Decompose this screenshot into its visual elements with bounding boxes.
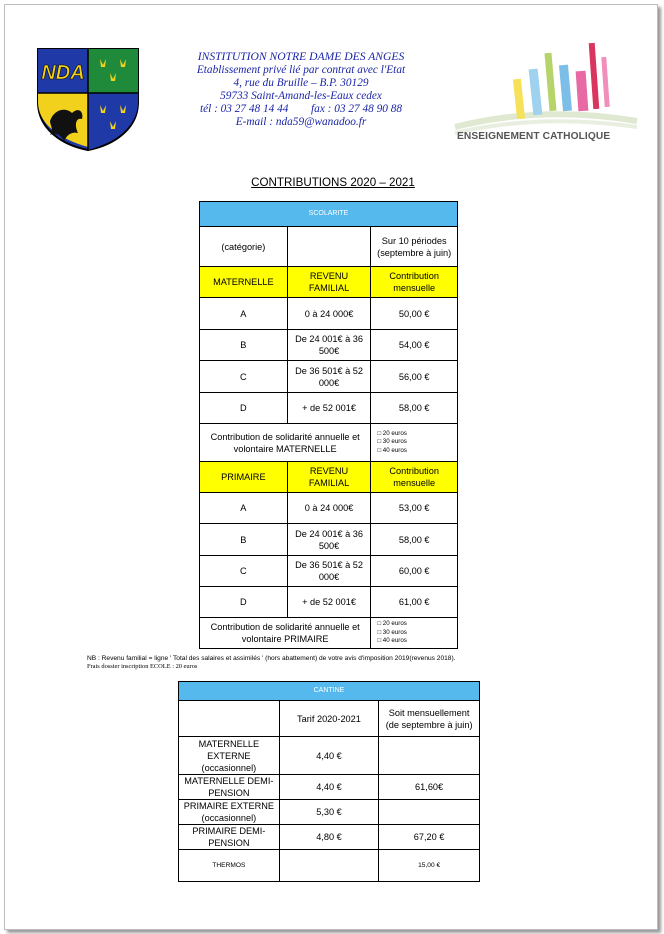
option-checkbox[interactable]: □ 40 euros [377,446,407,454]
institution-name: INSTITUTION NOTRE DAME DES ANGES [197,50,405,63]
empty-cell [287,227,371,267]
document-page [4,4,658,930]
table-row [200,361,458,393]
maternelle-label: MATERNELLE [200,267,288,298]
table-row [200,298,458,330]
table-row [200,493,458,524]
cantine-table [178,681,480,882]
category-cell: B [200,330,288,361]
tarif-header: Tarif 2020-2021 [279,701,378,737]
montant-cell: 54,00 € [371,330,458,361]
primaire-contribution-header: Contribution mensuelle [371,462,458,493]
document-title: CONTRIBUTIONS 2020 – 2021 [251,176,415,189]
revenu-cell: + de 52 001€ [287,393,371,424]
tarif-cell: 4,40 € [279,737,378,775]
scolarite-table [199,201,458,649]
revenu-cell: De 36 501€ à 52 000€ [287,556,371,587]
montant-cell: 53,00 € [371,493,458,524]
logo-caption: ENSEIGNEMENT CATHOLIQUE [457,131,611,142]
mensuel-cell [379,737,480,775]
table-row [179,775,480,800]
revenu-cell: + de 52 001€ [287,587,371,618]
option-checkbox[interactable]: □ 20 euros [377,429,407,437]
option-label: 40 euros [382,446,407,454]
montant-cell: 60,00 € [371,556,458,587]
tarif-cell [279,850,378,882]
option-label: 30 euros [382,628,407,636]
revenu-cell: De 24 001€ à 36 500€ [287,330,371,361]
frais-note: Frais dossier inscription ECOLE : 20 euros [87,663,198,670]
option-label: 40 euros [382,637,407,645]
cantine-label-cell: MATERNELLE DEMI-PENSION [179,775,280,800]
email-line: E-mail : nda59@wanadoo.fr [235,115,367,128]
option-label: 30 euros [382,438,407,446]
contract-line: Etablissement privé lié par contrat avec l'Etat [196,63,406,76]
table-row [200,587,458,618]
category-cell: B [200,524,288,556]
category-cell: D [200,587,288,618]
revenu-cell: 0 à 24 000€ [287,298,371,330]
category-cell: A [200,298,288,330]
tarif-cell: 4,40 € [279,775,378,800]
scolarite-header: SCOLARITE [200,202,458,227]
maternelle-revenu-header: REVENU FAMILIAL [287,267,371,298]
table-row [179,800,480,825]
city-line: 59733 Saint-Amand-les-Eaux cedex [220,89,382,102]
montant-cell: 50,00 € [371,298,458,330]
table-row [200,524,458,556]
option-checkbox[interactable]: □ 30 euros [377,438,407,446]
empty-cell [179,701,280,737]
table-row [200,393,458,424]
montant-cell: 56,00 € [371,361,458,393]
tarif-cell: 5,30 € [279,800,378,825]
mensuel-cell [379,800,480,825]
nb-note: NB : Revenu familial = ligne ' Total des salaires et assimilés ' (hors abattement) de votre avis d'imposition 2019(revenus 2018). [87,655,456,662]
school-address-block [175,51,427,128]
revenu-cell: De 36 501€ à 52 000€ [287,361,371,393]
montant-cell: 58,00 € [371,393,458,424]
revenu-cell: 0 à 24 000€ [287,493,371,524]
revenu-cell: De 24 001€ à 36 500€ [287,524,371,556]
option-checkbox[interactable]: □ 30 euros [377,628,407,636]
thermos-label: THERMOS [179,850,280,882]
primaire-solidarite-label: Contribution de solidarité annuelle et volontaire PRIMAIRE [200,618,371,649]
mensuel-cell: 67,20 € [379,825,480,850]
option-label: 20 euros [382,429,407,437]
school-crest-logo [36,47,140,151]
cantine-label-cell: PRIMAIRE EXTERNE (occasionnel) [179,800,280,825]
phone-fax-line: tél : 03 27 48 14 44 fax : 03 27 48 90 88 [199,102,403,115]
tarif-cell: 4,80 € [279,825,378,850]
montant-cell: 61,00 € [371,587,458,618]
mensuel-header: Soit mensuellement (de septembre à juin) [379,701,480,737]
categorie-header: (catégorie) [200,227,288,267]
category-cell: D [200,393,288,424]
option-label: 20 euros [382,620,407,628]
street-line: 4, rue du Bruille – B.P. 30129 [233,76,369,89]
table-row [179,825,480,850]
maternelle-solidarite-label: Contribution de solidarité annuelle et volontaire MATERNELLE [200,424,371,462]
montant-cell: 58,00 € [371,524,458,556]
cantine-label-cell: MATERNELLE EXTERNE (occasionnel) [179,737,280,775]
primaire-solidarite-options [371,618,458,649]
svg-text:NDA: NDA [41,62,85,84]
periodes-header: Sur 10 périodes (septembre à juin) [371,227,458,267]
table-row [179,850,480,882]
option-checkbox[interactable]: □ 20 euros [377,620,407,628]
thermos-mensuel: 15,00 € [379,850,480,882]
cantine-header: CANTINE [179,682,480,701]
primaire-revenu-header: REVENU FAMILIAL [287,462,371,493]
category-cell: C [200,361,288,393]
option-checkbox[interactable]: □ 40 euros [377,637,407,645]
primaire-label: PRIMAIRE [200,462,288,493]
table-row [200,330,458,361]
mensuel-cell: 61,60€ [379,775,480,800]
maternelle-solidarite-options [371,424,458,462]
maternelle-contribution-header: Contribution mensuelle [371,267,458,298]
category-cell: C [200,556,288,587]
category-cell: A [200,493,288,524]
table-row [179,737,480,775]
cantine-label-cell: PRIMAIRE DEMI-PENSION [179,825,280,850]
table-row [200,556,458,587]
